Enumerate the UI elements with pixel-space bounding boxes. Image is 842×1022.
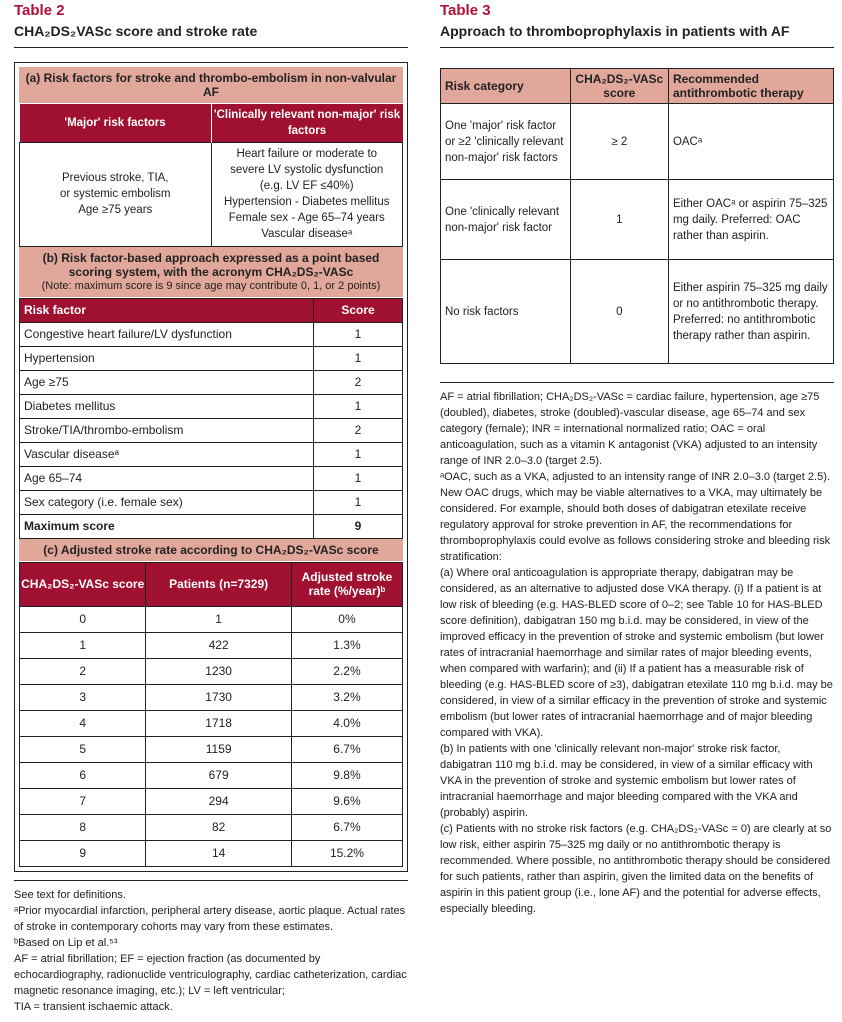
- table-2-label: Table 2: [14, 2, 65, 19]
- t3-risk: No risk factors: [441, 260, 571, 364]
- t3-header-therapy: Recommended antithrombotic therapy: [668, 69, 833, 104]
- rf-factor: Vascular diseaseᵃ: [20, 442, 314, 466]
- t3-score: 1: [570, 180, 668, 260]
- section-b-title: (b) Risk factor-based approach expressed as a point based scoring system, with the acronym CHA₂DS₂-VASc: [42, 250, 380, 279]
- adj-score: 2: [20, 658, 146, 684]
- rf-score: 1: [314, 466, 403, 490]
- major-line: Previous stroke, TIA,: [61, 172, 169, 184]
- table-2-title: CHA₂DS₂VASc score and stroke rate: [14, 23, 408, 48]
- adjusted-rate-table: [19, 562, 403, 867]
- adj-score: 6: [20, 762, 146, 788]
- table-row: [441, 180, 834, 260]
- note-paragraph: (c) Patients with no stroke risk factors (e.g. CHA₂DS₂-VASc = 0) are clearly at so low risk, either aspirin 75–325 mg daily or no antithrombotic therapy is recommended. Where possible, no antithrombotic therapy should be considered for such patients, rather than aspirin, given the limited data on the benefits of aspirin in this patient group (i.e., lone AF) and the potential for adverse effects, especially bleeding.: [440, 823, 832, 915]
- rf-factor: Hypertension: [20, 346, 314, 370]
- rf-factor: Diabetes mellitus: [20, 394, 314, 418]
- nonmajor-line: Hypertension - Diabetes mellitus: [223, 196, 390, 208]
- major-list: [20, 142, 212, 246]
- footnote: See text for definitions.: [14, 888, 126, 901]
- t3-score: ≥ 2: [570, 104, 668, 180]
- nonmajor-line: Heart failure or moderate to: [236, 148, 378, 160]
- adj-patients: 679: [146, 762, 292, 788]
- t3-risk: One 'major' risk factor or ≥2 'clinically relevant non-major' risk factors: [441, 104, 571, 180]
- table-3-title: Approach to thromboprophylaxis in patients with AF: [440, 23, 834, 48]
- table-row: [20, 606, 403, 632]
- adj-score: 0: [20, 606, 146, 632]
- table-row: [20, 442, 403, 466]
- rf-score: 2: [314, 418, 403, 442]
- adj-header-score: CHA₂DS₂-VASc score: [20, 562, 146, 606]
- adj-score: 3: [20, 684, 146, 710]
- nonmajor-line: Vascular diseaseᵃ: [261, 228, 353, 240]
- table-3-frame: [440, 68, 834, 364]
- t3-score: 0: [570, 260, 668, 364]
- t3-header-risk: Risk category: [441, 69, 571, 104]
- rf-score: 1: [314, 346, 403, 370]
- major-header: 'Major' risk factors: [20, 104, 212, 142]
- table-row: [20, 762, 403, 788]
- adj-patients: 1159: [146, 736, 292, 762]
- table-row: [441, 104, 834, 180]
- adj-patients: 294: [146, 788, 292, 814]
- nonmajor-line: Female sex - Age 65–74 years: [228, 212, 385, 224]
- adj-rate: 3.2%: [291, 684, 402, 710]
- adj-patients: 1730: [146, 684, 292, 710]
- table-row: [20, 370, 403, 394]
- adj-patients: 82: [146, 814, 292, 840]
- rf-score: 1: [314, 442, 403, 466]
- table-row: [441, 260, 834, 364]
- table-row: [20, 514, 403, 538]
- table-row: [20, 840, 403, 866]
- rf-factor: Age 65–74: [20, 466, 314, 490]
- section-b-header: [19, 247, 403, 298]
- thromboprophylaxis-table: [440, 68, 834, 364]
- table-2-frame: [14, 62, 408, 872]
- rf-factor: Maximum score: [20, 514, 314, 538]
- table-2-footnotes: [14, 880, 408, 1015]
- adj-patients: 1230: [146, 658, 292, 684]
- table-row: [20, 684, 403, 710]
- nonmajor-line: (e.g. LV EF ≤40%): [259, 180, 354, 192]
- adj-patients: 1: [146, 606, 292, 632]
- t3-header-score: CHA₂DS₂-VASc score: [570, 69, 668, 104]
- adj-rate: 4.0%: [291, 710, 402, 736]
- table-row: [20, 346, 403, 370]
- adj-score: 1: [20, 632, 146, 658]
- note-paragraph: AF = atrial fibrillation; CHA₂DS₂-VASc = cardiac failure, hypertension, age ≥75 (doubled), diabetes, stroke (doubled)-vascular disease, age 65–74 and sex category (female); INR = international normalized ratio; OAC = oral anticoagulation, such as a vitamin K antagonist (VKA) adjusted to an intensity range of INR 2.0–3.0 (target 2.5).: [440, 391, 820, 467]
- adj-rate: 6.7%: [291, 736, 402, 762]
- footnote: ᵃPrior myocardial infarction, peripheral artery disease, aortic plaque. Actual rates of stroke in contemporary cohorts may vary from these estimates.: [14, 904, 406, 933]
- table-row: [20, 394, 403, 418]
- nonmajor-header: 'Clinically relevant non-major' risk factors: [213, 108, 401, 137]
- footnote: ᵇBased on Lip et al.⁵³: [14, 936, 118, 949]
- rf-header-score: Score: [314, 298, 403, 322]
- section-c-header: (c) Adjusted stroke rate according to CHA₂DS₂-VASc score: [19, 539, 403, 562]
- note-paragraph: (b) In patients with one 'clinically relevant non-major' stroke risk factor, dabigatran 110 mg b.i.d. may be considered, in view of a similar efficacy with VKA in the prevention of stroke and systemic embolism but lower rates of intracranial haemorrhage and major bleeding compared with the VKA and (probably) aspirin.: [440, 743, 813, 819]
- adj-rate: 9.6%: [291, 788, 402, 814]
- table-2: [14, 0, 408, 1015]
- rf-score: 1: [314, 394, 403, 418]
- rf-score: 9: [314, 514, 403, 538]
- footnote: AF = atrial fibrillation; EF = ejection fraction (as documented by echocardiography, radionuclide ventriculography, cardiac catheterization, cardiac magnetic resonance imaging, etc.); LV = left ventricular;: [14, 952, 407, 997]
- major-line: or systemic embolism: [59, 188, 171, 200]
- rf-score: 1: [314, 322, 403, 346]
- adj-header-patients: Patients (n=7329): [146, 562, 292, 606]
- adj-rate: 6.7%: [291, 814, 402, 840]
- adj-rate: 9.8%: [291, 762, 402, 788]
- table-row: [20, 788, 403, 814]
- table-row: [20, 322, 403, 346]
- table-3: [440, 0, 834, 917]
- nonmajor-line: severe LV systolic dysfunction: [230, 164, 384, 176]
- t3-therapy: Either aspirin 75–325 mg daily or no antithrombotic therapy. Preferred: no antithrombotic therapy rather than aspirin.: [668, 260, 833, 364]
- table-row: [20, 710, 403, 736]
- table-row: [20, 418, 403, 442]
- adj-patients: 1718: [146, 710, 292, 736]
- table-3-notes: [440, 382, 834, 917]
- adj-score: 9: [20, 840, 146, 866]
- table-3-label: Table 3: [440, 2, 491, 19]
- rf-header-factor: Risk factor: [20, 298, 314, 322]
- table-row: [20, 466, 403, 490]
- table-row: [20, 814, 403, 840]
- rf-factor: Congestive heart failure/LV dysfunction: [20, 322, 314, 346]
- section-b-note: (Note: maximum score is 9 since age may contribute 0, 1, or 2 points): [41, 279, 381, 292]
- rf-score: 1: [314, 490, 403, 514]
- section-a-header: (a) Risk factors for stroke and thrombo-embolism in non-valvular AF: [19, 67, 403, 104]
- t3-therapy: OACᵃ: [668, 104, 833, 180]
- adj-rate: 1.3%: [291, 632, 402, 658]
- table-row: [20, 490, 403, 514]
- adj-score: 8: [20, 814, 146, 840]
- footnote: TIA = transient ischaemic attack.: [14, 1000, 173, 1013]
- nonmajor-list: [211, 142, 403, 246]
- adj-score: 7: [20, 788, 146, 814]
- adj-rate: 0%: [291, 606, 402, 632]
- table-row: [20, 632, 403, 658]
- rf-factor: Age ≥75: [20, 370, 314, 394]
- adj-header-rate: Adjusted stroke rate (%/year)ᵇ: [291, 562, 402, 606]
- note-paragraph: ᵃOAC, such as a VKA, adjusted to an intensity range of INR 2.0–3.0 (target 2.5). New OAC drugs, which may be viable alternatives to a VKA, may ultimately be considered. For example, should both doses of dabigatran etexilate receive regulatory approval for stroke prevention in AF, the recommendations for thromboprophylaxis could evolve as follows considering stroke and bleeding risk stratification:: [440, 471, 831, 563]
- adj-rate: 2.2%: [291, 658, 402, 684]
- rf-factor: Stroke/TIA/thrombo-embolism: [20, 418, 314, 442]
- t3-therapy: Either OACᵃ or aspirin 75–325 mg daily. Preferred: OAC rather than aspirin.: [668, 180, 833, 260]
- major-line: Age ≥75 years: [78, 204, 153, 216]
- adj-score: 4: [20, 710, 146, 736]
- note-paragraph: (a) Where oral anticoagulation is appropriate therapy, dabigatran may be considered, as an alternative to adjusted dose VKA therapy. (i) If a patient is at low risk of bleeding (e.g. HAS-BLED score of 0–2; see Table 10 for HAS-BLED score definition), dabigatran 150 mg b.i.d. may be considered, in view of the improved efficacy in the prevention of stroke and systemic embolism (but lower rates of intracranial haemorrhage and similar rates of major bleeding events, when compared with warfarin); and (ii) If a patient has a measurable risk of bleeding (e.g. HAS-BLED score of ≥3), dabigatran etexilate 110 mg b.i.d. may be considered, in view of a similar efficacy in the prevention of stroke and systemic embolism (but lower rates of intracranial haemorrhage and of major bleeding compared with VKA).: [440, 567, 833, 739]
- rf-factor: Sex category (i.e. female sex): [20, 490, 314, 514]
- table-row: [20, 736, 403, 762]
- t3-risk: One 'clinically relevant non-major' risk factor: [441, 180, 571, 260]
- table-row: [20, 658, 403, 684]
- adj-score: 5: [20, 736, 146, 762]
- adj-patients: 14: [146, 840, 292, 866]
- rf-score: 2: [314, 370, 403, 394]
- adj-rate: 15.2%: [291, 840, 402, 866]
- major-factors-table: [19, 104, 403, 247]
- adj-patients: 422: [146, 632, 292, 658]
- risk-factor-table: [19, 298, 403, 539]
